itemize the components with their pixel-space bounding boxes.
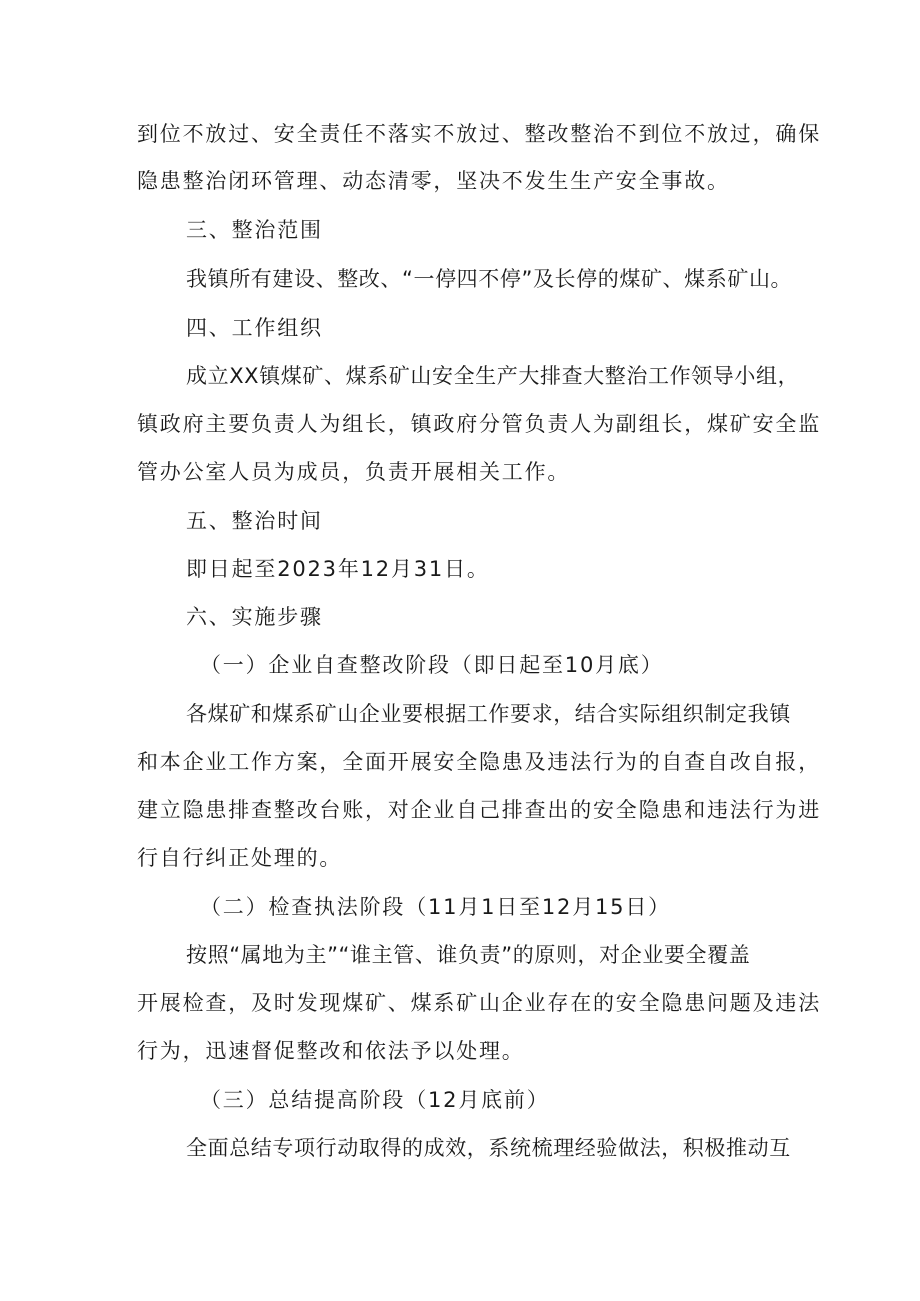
paragraph-line: 行为，迅速督促整改和依法予以处理。 xyxy=(137,1039,525,1063)
paragraph-line: 我镇所有建设、整改、“一停四不停”及长停的煤矿、煤系矿山。 xyxy=(186,267,793,291)
paragraph-line: 和本企业工作方案，全面开展安全隐患及违法行为的自查自改自报， xyxy=(137,750,821,774)
paragraph-line: 建立隐患排查整改台账，对企业自己排查出的安全隐患和违法行为进 xyxy=(137,798,821,822)
paragraph-line: 按照“属地为主”“谁主管、谁负责”的原则，对企业要全覆盖 xyxy=(186,943,751,967)
paragraph-line: 成立XX镇煤矿、煤系矿山安全生产大排查大整治工作领导小组， xyxy=(186,364,800,388)
paragraph-line: 到位不放过、安全责任不落实不放过、整改整治不到位不放过，确保 xyxy=(137,122,821,146)
paragraph-line: 全面总结专项行动取得的成效，系统梳理经验做法，积极推动互 xyxy=(186,1136,791,1160)
section-heading: 六、实施步骤 xyxy=(186,605,323,629)
section-heading: 三、整治范围 xyxy=(186,218,323,242)
subsection-heading: （一）企业自查整改阶段（即日起至10月底） xyxy=(200,653,664,677)
subsection-heading: （三）总结提高阶段（12月底前） xyxy=(200,1088,550,1112)
section-heading: 五、整治时间 xyxy=(186,509,323,533)
section-heading: 四、工作组织 xyxy=(186,316,323,340)
paragraph-line: 开展检查，及时发现煤矿、煤系矿山企业存在的安全隐患问题及违法 xyxy=(137,991,821,1015)
subsection-heading: （二）检查执法阶段（11月1日至12月15日） xyxy=(200,895,671,919)
paragraph-line: 行自行纠正处理的。 xyxy=(137,846,343,870)
paragraph-line: 隐患整治闭环管理、动态清零，坚决不发生生产安全事故。 xyxy=(137,169,730,193)
paragraph-line: 管办公室人员为成员，负责开展相关工作。 xyxy=(137,460,571,484)
paragraph-line: 各煤矿和煤系矿山企业要根据工作要求，结合实际组织制定我镇 xyxy=(186,702,791,726)
paragraph-line: 镇政府主要负责人为组长，镇政府分管负责人为副组长，煤矿安全监 xyxy=(137,412,821,436)
paragraph-line: 即日起至2023年12月31日。 xyxy=(186,557,490,581)
